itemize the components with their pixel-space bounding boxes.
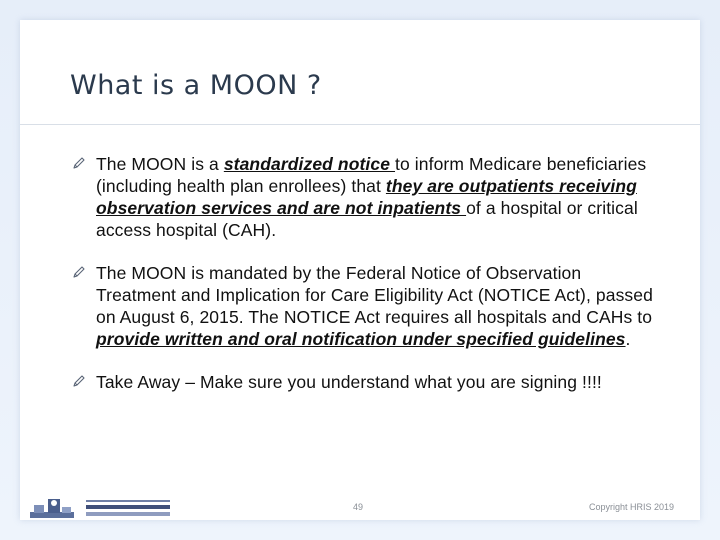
emphasized-text: provide written and oral notification under specified guidelines [96, 329, 626, 349]
bullet-text: . [625, 329, 631, 349]
pencil-icon [72, 156, 86, 170]
bullet-item [72, 262, 662, 350]
bullet-item [72, 371, 662, 393]
slide-title: What is a MOON ? [70, 70, 322, 101]
bullet-text: The MOON is a [96, 154, 224, 174]
bullet-text: of a hospital or critical access hospital (CAH). [96, 198, 638, 240]
bullet-text: The MOON is mandated by the Federal Notice of Observation Treatment and Implication for Care Eligibility Act (NOTICE Act), passed on August 6, 2015. The NOTICE Act requires all hospitals and CAHs to [96, 263, 653, 327]
bullet-item [72, 153, 662, 241]
pencil-icon [72, 265, 86, 279]
bullet-list [72, 153, 662, 414]
title-divider [20, 124, 700, 125]
bullet-text: Take Away – Make sure you understand what you are signing !!!! [96, 372, 602, 392]
page-number: 49 [353, 502, 364, 512]
organization-logo-icon [28, 495, 178, 521]
copyright-text: Copyright HRIS 2019 [589, 502, 675, 512]
emphasized-text: they are outpatients receiving observation services and are not inpatients [96, 176, 637, 218]
bullet-text: to inform Medicare beneficiaries (including health plan enrollees) that [96, 154, 647, 196]
pencil-icon [72, 374, 86, 388]
emphasized-text: standardized notice [223, 154, 396, 174]
